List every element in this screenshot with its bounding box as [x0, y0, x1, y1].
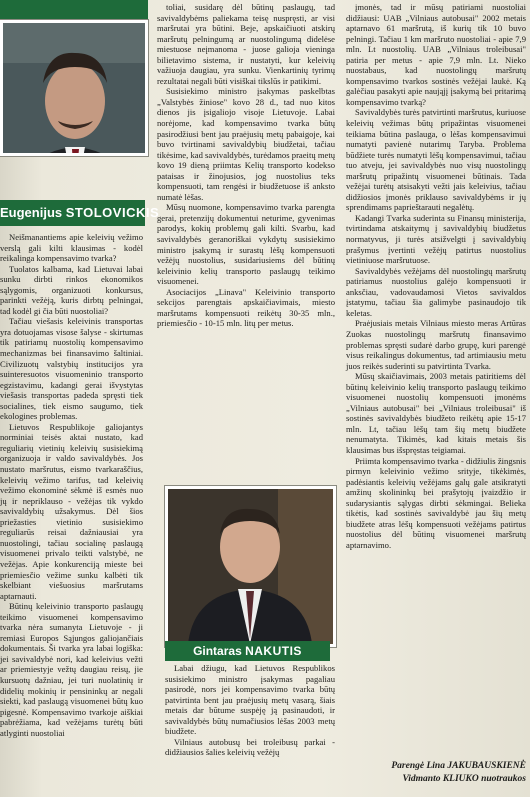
paragraph: Savivaldybės vežėjams dėl nuostolingų maršrutų patiriamus nuostolius galėjo kompensuoti ir anksčiau, vadovaudamosi Vietos savivaldos įstatymu, tačiau šia galimybe pasinaudojo tik keletas.	[346, 265, 526, 318]
caption-first-name: Gintaras	[193, 644, 242, 658]
paragraph: toliai, susidarę dėl būtinų paslaugų, tad savivaldybėms paliekama teisę nuspręsti, ar visi maršrutai yra būtini. Beje, apskaičiuoti atskirų maršrutų pelningumą ar nuostolingumą didelėse miestuose neįmanoma - juose galioja vieninga bilietavimo sistema, ir nustatyti, kur keleivių važiuoja daugiau, yra sunku. Vienkartinių tyrimų rezultatai negali būti visiškai tikslūs ir patikimi.	[157, 2, 335, 86]
photo-credit: Vidmanto KLIUKO nuotraukos	[402, 774, 526, 784]
column-2-bottom	[165, 663, 335, 758]
paragraph: Tačiau viešasis keleivinis transportas yra dotuojamas visose šalyse - skirtumas tik patiriamų nuostolių kompensavimo mechanizmas bei finansavimo šaltiniai. Civilizuotų valstybių institucijos yra suinteresuotos visuomeninio transporto egzistavimu, kadangi gerai išvystytas viešasis transportas padeda spręsti tiek socialines, tiek eismo saugumo, tiek ekologines problemas.	[0, 316, 143, 422]
paragraph: Labai džiugu, kad Lietuvos Respublikos susisiekimo ministro įsakymas pagaliau pasirodė, nors jei kompensavimo tvarka būtų patvirtinta bent jau praėjusių metų vasarą, šiais metais dar būtume suspėję ją pasinaudoti, ir savivaldybės būtų numačiusios lėšas 2003 metų biudžete.	[165, 663, 335, 737]
paragraph: Asociacijos „Linava" Keleivinio transporto sekcijos parengtais apskaičiavimais, miesto maršrutams kompensuoti reikėtų 30-35 mln., priemiesčio - 10-15 mln. litų per metus.	[157, 286, 335, 329]
paragraph: Tuolatos kalbama, kad Lietuvai labai sunku dirbti rinkos ekonomikos sąlygomis, organizuoti konkursus, parinkti vežėją, kuris dirbtų pelningai, tad kodėl gi čia būti nuostoliai?	[0, 263, 143, 316]
paragraph: Neišmanantiems apie keleivių vežimo verslą gali kilti klausimas - kodėl reikalinga kompensavimo tvarka?	[0, 232, 143, 264]
caption-nakutis	[165, 641, 330, 661]
caption-first-name: Eugenijus	[0, 205, 63, 220]
author-credit: Parengė Lina JAKUBAUSKIENĖ	[391, 761, 526, 771]
paragraph: Priimta kompensavimo tvarka - didžiulis žingsnis pirmyn keleivinio vežimo srityje, tikėkimės, padėsiantis keleivių vežėjams galų gale atsikratyti amžinų skolininkų bei prašytojų įvaizdžio ir sudarysiantis sąlygas dirbti sėkmingai. Belieka tikėtis, kad sostinės savivaldybė jau šių metų biudžete atras lėšų kompensuoti vežėjams patirtus nuostolius dėl būtinų visuomenei maršrutų aptarnavimo.	[346, 455, 526, 550]
column-3	[346, 2, 526, 550]
paragraph: Būtinų keleivinio transporto paslaugų teikimo visuomenei kompensavimo tvarka nėra sumanyta Lietuvoje - ji remiasi Europos Sąjungos galiojančiais dokumentais. Ši tvarka yra labai logiška: jei savivaldybė nori, kad keleivius vežti ar priemiestyje vežtų daugiau reisų, jie kursuotų dažniau, jei turi nuolatinių ir didelių mokinių ir pensininkų ar negali siekti, kad paslaugą visuomenei būtų kuo pigesnė. Kompensavimo tvarkoje aiškiai pabrėžiama, kad vežėjams turėtų būti atlyginti nuostoliai	[0, 601, 143, 738]
portrait-illustration	[168, 489, 333, 644]
paragraph: Mūsų nuomone, kompensavimo tvarka parengta gerai, pretenzijų dokumentui neturime, gyvenimas parodys, kokių problemų gali kilti. Svarbu, kad savivaldybės geranoriškai vykdytų susisiekimo ministro įsakymą ir surastų lėšų kompensuoti vežėjų nuostolius, susidariusiems dėl būtinų keleivinio kelių transporto paslaugų teikimo visuomenei.	[157, 202, 335, 287]
portrait-photo-stolovickis	[0, 20, 148, 156]
paragraph: Vilniaus autobusų bei troleibusų parkai - didžiausios šalies keleivių vežėjų	[165, 736, 335, 758]
paragraph: Mūsų skaičiavimais, 2003 metais patiritiems dėl būtinų keleivinio kelių transporto paslaugų teikimo visuomenei nuostolių kompensuoti įmonėms „Vilniaus autobusai" bei „Vilniaus troleibusai" iš sostinės savivaldybės biudžeto reikėtų apie 15-17 mln. Lt, tačiau lėšų tam šių metų biudžete nenumatyta. Tikimės, kad kitais metais šis klausimas bus išspręstas teigiamai.	[346, 371, 526, 455]
paragraph: Lietuvos Respublikoje galiojantys norminiai teisės aktai nustato, kad reguliarių vietinių keleivių susisiekimą organizuoja ir valdo savivaldybės. Jos nustato maršrutus, eismo tvarkaraščius, keleivių vežimo tarifus, tad keleivių vežimo ekonominė sėkmė iš esmės nuo jų ir nepriklauso - vežėjas tik vykdo savivaldybių užsakymus. Dėl šios priežasties vietinio susisiekimo reguliarūs reisai dažniausiai yra nuostolingi, tačiau socialinę paslaugą visuomenei privalo teikti valstybė, ne vežėjas. Apie konkurenciją mieste bei priemiesčio vežime sunku kalbėti tik skelbiant viešuosius maršrutams aptarnauti.	[0, 421, 143, 601]
paragraph: Praėjusiais metais Vilniaus miesto meras Artūras Zuokas nuostolingų maršrutų finansavimo problemas spręsti sudarė darbo grupę, kuri parengė visus reikalingus dokumentus, tad artimiausiu metu juos reikės suderinti su patvirtinta Tvarka.	[346, 318, 526, 371]
paragraph: Savivaldybės turės patvirtinti maršrutus, kuriuose keleivių vežimas būtų pripažintas visuomenei teikiama būtina paslauga, o lėšas kompensavimui numatyti pavienė nutarimų Taryba. Problema būdžiete turės numatyti lėšų kompensavimui, tačiau tuo atveju, jei savivaldybės nuo visų nuostolingų maršrutų pripažintų visuomenei būtinais. Tada vežėjai turėtų atsisakyti vežti jais keleivius, tačiau didžiosios įmonės priklauso savivaldybėms ir jų sprendimams paprieštarauti negalėtų.	[346, 107, 526, 213]
top-green-bar	[0, 0, 148, 20]
caption-stolovickis	[0, 200, 160, 226]
paragraph: įmonės, tad ir mūsų patiriami nuostoliai didžiausi: UAB „Vilniaus autobusai" 2002 metais aptarnavo 61 maršrutą, iš kurių tik 10 buvo pelningi. Tačiau 1 km maršruto nuostoliai - apie 7,9 mln. Lt nuostolių. UAB „Vilniaus troleibusai" patiria per metus - apie 7,9 mln. Lt. Nieko nuostabaus, kad nuostolingų maršrutų kompensavimo tvarkos sostinės vežėjai laukė. Ką galėčiau pasakyti apie naująjį įsakymą bei pritarimą kompensavimo tvarką?	[346, 2, 526, 107]
caption-last-name: NAKUTIS	[245, 644, 302, 658]
paragraph: Kadangi Tvarka suderinta su Finansų ministerija, tvirtindama atskaitymų į savivaldybių biudžetus normatyvus, ji turės atsižvelgti į savivaldybių prašymus įvertinti vežėjų patirtus nuostolius vietiniuose maršrutuose.	[346, 212, 526, 266]
portrait-illustration	[3, 23, 145, 156]
portrait-photo-nakutis	[165, 486, 336, 647]
paragraph: Susisiekimo ministro įsakymas paskelbtas „Valstybės žiniose" kovo 28 d., tad nuo kitos dienos jis įsigaliojo visoje Lietuvoje. Labai norėjome, kad kompensavimo tvarka būtų pasirodžiusi bent jau praėjusių metų pabaigoje, kai buvo tvirtinami savivaldybių biudžetai, tačiau tikėsime, kad savivaldybės, turėdamos praeitų metų kovo 19 dieną priimtas Kelių transporto kodekso pataisas ir žinojusios, jog nuostolius teks kompensuoti, tam rengėsi ir biudžetuose iš anksto numatė lėšas.	[157, 86, 335, 202]
column-2	[157, 2, 335, 329]
column-1	[0, 232, 143, 738]
caption-last-name: STOLOVICKIS	[65, 205, 160, 220]
